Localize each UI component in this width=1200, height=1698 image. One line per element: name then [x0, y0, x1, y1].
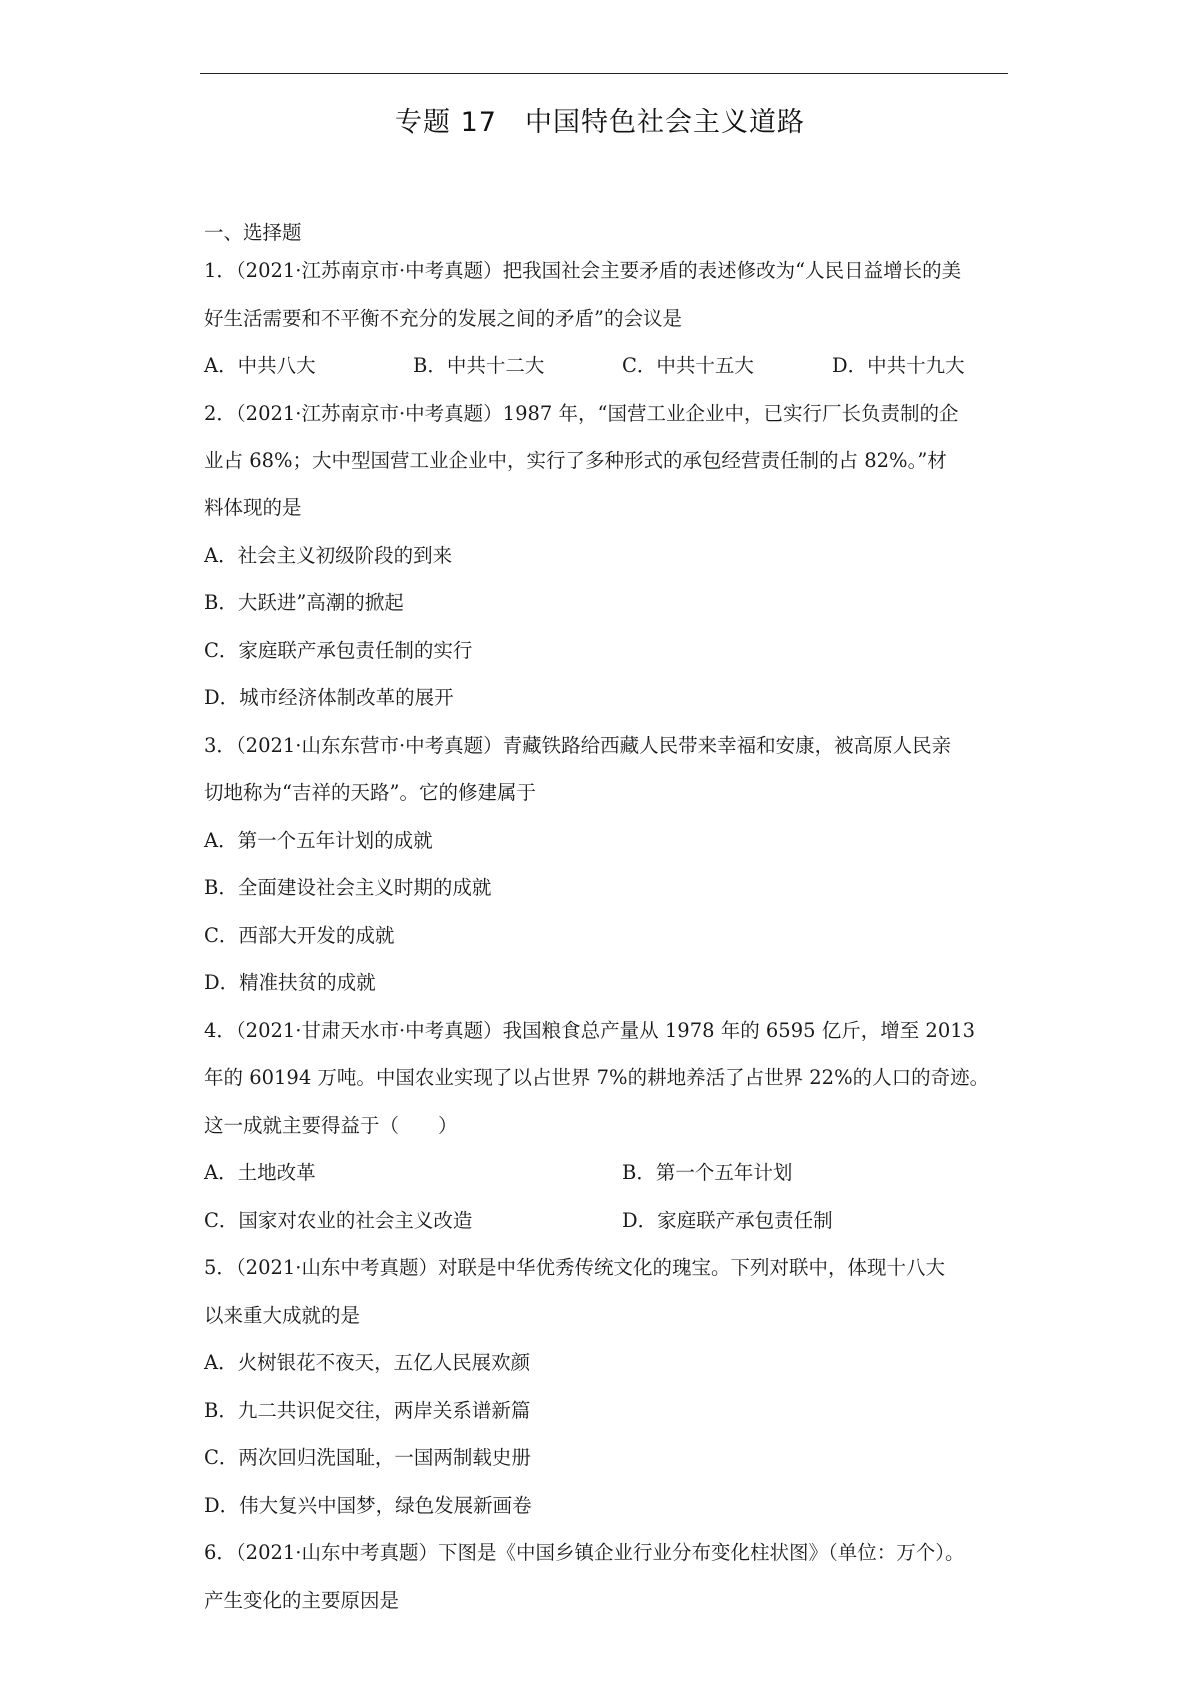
question-2-option-d[interactable]: D．城市经济体制改革的展开 [204, 686, 454, 709]
question-5-line-1: 5．（2021·山东中考真题）对联是中华优秀传统文化的瑰宝。下列对联中，体现十八大 [204, 1256, 945, 1279]
question-2-option-b[interactable]: B．大跃进”高潮的掀起 [204, 591, 404, 614]
question-1-option-c[interactable]: C．中共十五大 [622, 354, 754, 377]
question-5-option-d[interactable]: D．伟大复兴中国梦，绿色发展新画卷 [204, 1494, 532, 1517]
question-4-option-a[interactable]: A．土地改革 [204, 1161, 316, 1184]
question-5-option-c[interactable]: C．两次回归洗国耻，一国两制载史册 [204, 1446, 531, 1469]
question-6-line-2: 产生变化的主要原因是 [204, 1589, 400, 1612]
question-5-option-b[interactable]: B．九二共识促交往，两岸关系谱新篇 [204, 1399, 531, 1422]
question-3-option-a[interactable]: A．第一个五年计划的成就 [204, 829, 433, 852]
header-rule [200, 73, 1008, 74]
question-3-option-d[interactable]: D．精准扶贫的成就 [204, 971, 376, 994]
question-4-line-2: 年的 60194 万吨。中国农业实现了以占世界 7%的耕地养活了占世界 22%的人口的奇迹。 [204, 1066, 990, 1089]
question-2-line-3: 料体现的是 [204, 496, 302, 519]
section-heading: 一、选择题 [204, 221, 302, 244]
question-4-option-b[interactable]: B．第一个五年计划 [622, 1161, 793, 1184]
question-1-option-d[interactable]: D．中共十九大 [832, 354, 965, 377]
question-5-option-a[interactable]: A．火树银花不夜天，五亿人民展欢颜 [204, 1351, 531, 1374]
question-3-line-1: 3．（2021·山东东营市·中考真题）青藏铁路给西藏人民带来幸福和安康，被高原人民亲 [204, 734, 952, 757]
question-2-option-a[interactable]: A．社会主义初级阶段的到来 [204, 544, 453, 567]
question-1-line-2: 好生活需要和不平衡不充分的发展之间的矛盾”的会议是 [204, 307, 682, 330]
question-4-line-3: 这一成就主要得益于（ ） [204, 1114, 458, 1137]
question-2-line-2: 业占 68%；大中型国营工业企业中，实行了多种形式的承包经营责任制的占 82%。”材 [204, 449, 947, 472]
question-6-line-1: 6．（2021·山东中考真题）下图是《中国乡镇企业行业分布变化柱状图》（单位：万个）。 [204, 1541, 965, 1564]
question-4-option-c[interactable]: C．国家对农业的社会主义改造 [204, 1209, 473, 1232]
question-4-line-1: 4．（2021·甘肃天水市·中考真题）我国粮食总产量从 1978 年的 6595 亿斤，增至 2013 [204, 1019, 976, 1042]
question-1-line-1: 1．（2021·江苏南京市·中考真题）把我国社会主要矛盾的表述修改为“人民日益增长的美 [204, 259, 962, 282]
question-3-line-2: 切地称为“吉祥的天路”。它的修建属于 [204, 781, 536, 804]
question-3-option-b[interactable]: B．全面建设社会主义时期的成就 [204, 876, 492, 899]
question-4-option-d[interactable]: D．家庭联产承包责任制 [622, 1209, 833, 1232]
page-title: 专题 17 中国特色社会主义道路 [395, 107, 805, 138]
question-3-option-c[interactable]: C．西部大开发的成就 [204, 924, 395, 947]
question-2-line-1: 2．（2021·江苏南京市·中考真题）1987 年，“国营工业企业中，已实行厂长负责制的企 [204, 402, 959, 425]
question-1-option-b[interactable]: B．中共十二大 [413, 354, 545, 377]
question-5-line-2: 以来重大成就的是 [204, 1304, 361, 1327]
question-2-option-c[interactable]: C．家庭联产承包责任制的实行 [204, 639, 473, 662]
question-1-option-a[interactable]: A．中共八大 [204, 354, 316, 377]
